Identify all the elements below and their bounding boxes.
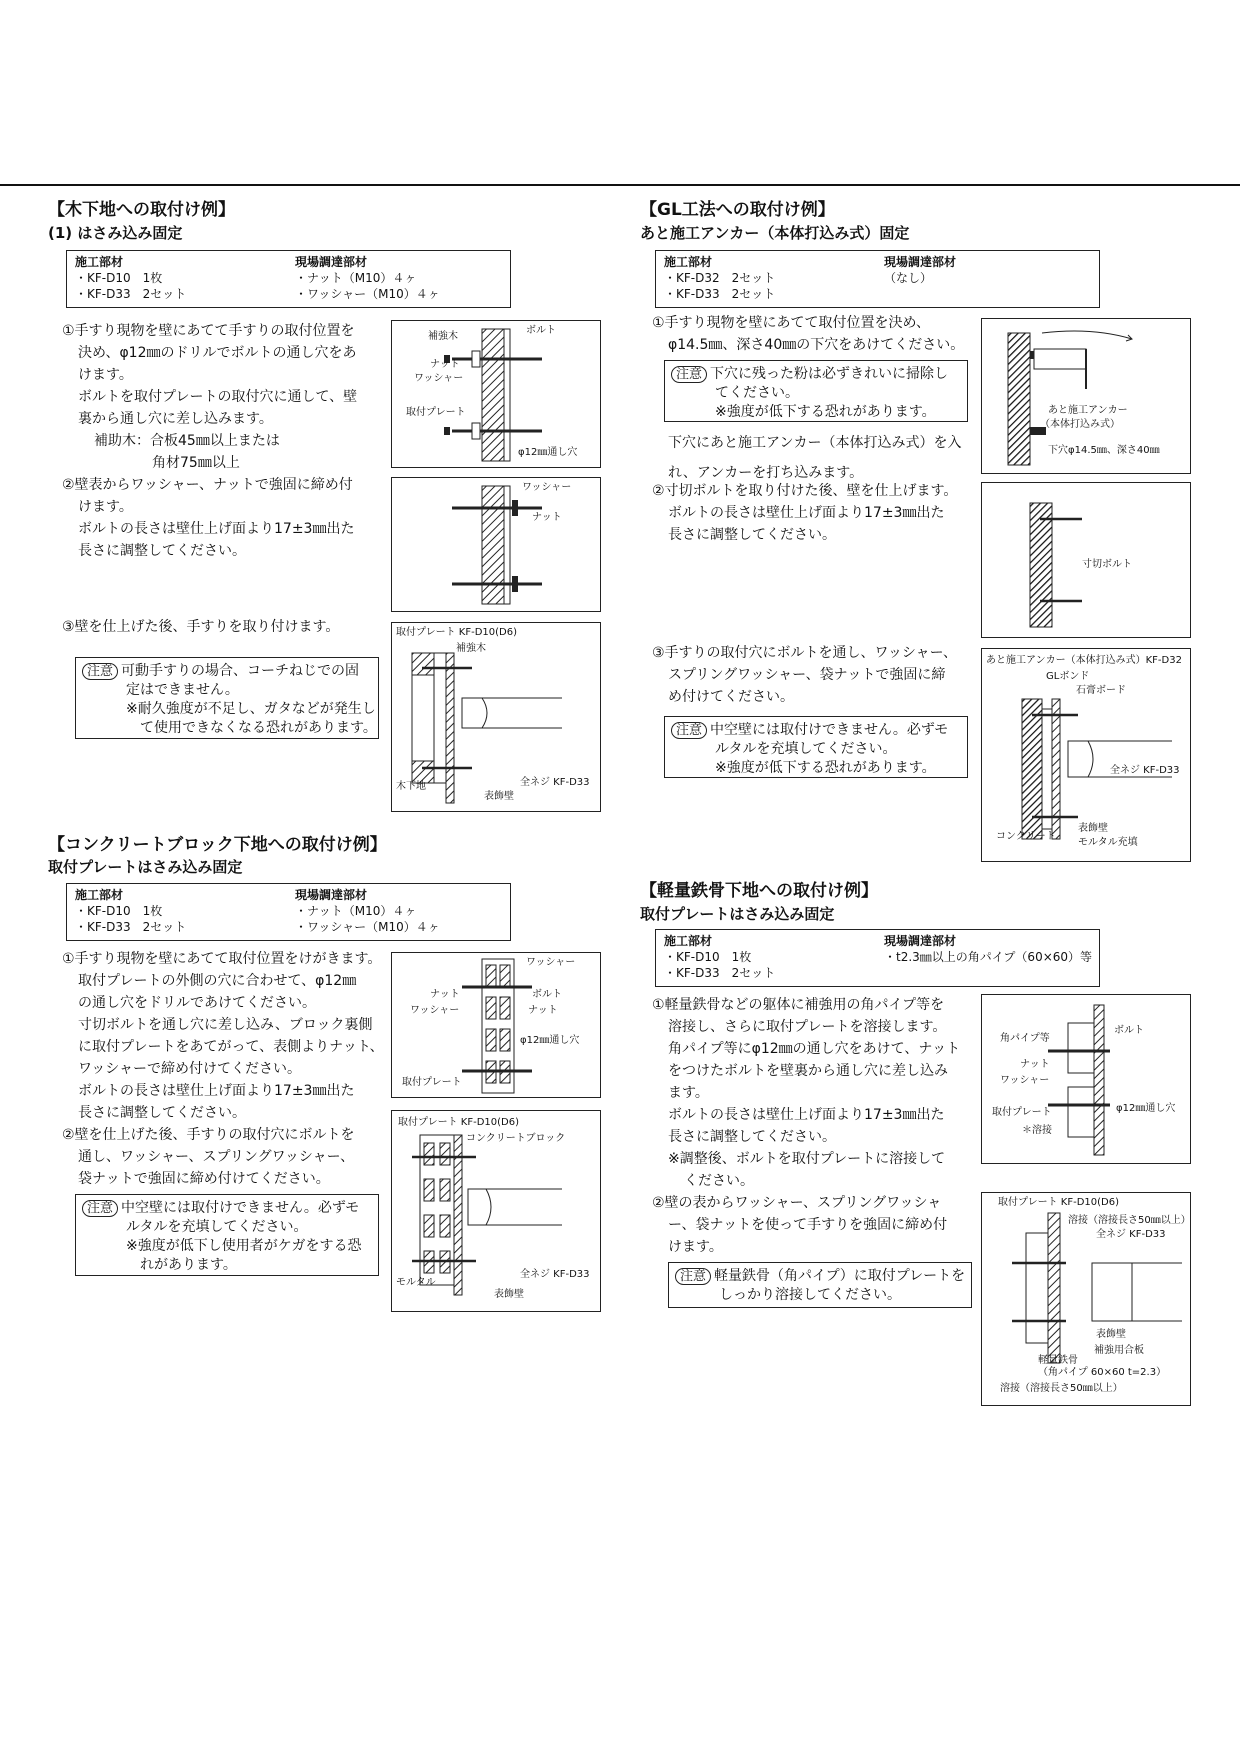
fig-label: ナット: [430, 989, 460, 1000]
fig-label: 寸切ボルト: [1082, 559, 1132, 570]
caution-badge: 注意: [675, 1268, 711, 1285]
fig-label: 表飾壁: [494, 1289, 524, 1300]
block-title: 【コンクリートブロック下地への取付け例】: [48, 835, 387, 855]
steel-step2: [652, 1192, 947, 1258]
block-subtitle: 取付プレートはさみ込み固定: [48, 858, 243, 876]
caution-badge: 注意: [82, 663, 118, 680]
fig-label: 全ネジ KF-D33: [1110, 765, 1180, 776]
fig-label: 角パイプ等: [1000, 1033, 1050, 1044]
parts-item: ・t2.3㎜以上の角パイプ（60×60）等: [884, 950, 1093, 964]
gl-step2: [652, 480, 957, 546]
steel-subtitle: 取付プレートはさみ込み固定: [640, 905, 835, 923]
fig-label: 取付プレート: [992, 1107, 1052, 1118]
note-line: 軽量鉄骨（角パイプ）に取付プレートを: [714, 1268, 966, 1284]
fig-label: （本体打込み式）: [1040, 419, 1120, 430]
step-line: 寸切ボルトを通し穴に差し込み、ブロック裏側: [78, 1017, 373, 1033]
note-line: 下穴に残った粉は必ずきれいに掃除し: [710, 366, 949, 382]
fig-label: あと施工アンカー: [1048, 405, 1128, 416]
wood-figure-2: [391, 477, 601, 612]
gl-title: 【GL工法への取付け例】: [640, 200, 835, 220]
step-line: 袋ナットで強固に締め付けてください。: [78, 1171, 330, 1187]
note-line: しっかり溶接してください。: [719, 1287, 901, 1303]
parts-head: 施工部材: [75, 888, 124, 902]
note-line: 定はできません。: [126, 682, 239, 698]
gl-step3: [652, 642, 957, 708]
gl-caution-note-2: [664, 716, 968, 778]
parts-item: ・KF-D10 1枚: [75, 271, 163, 285]
step-line: ③手すりの取付穴にボルトを通し、ワッシャー、: [652, 645, 958, 661]
fig-label: あと施工アンカー（本体打込み式）KF-D32: [986, 655, 1182, 666]
fig-label: 下穴φ14.5㎜、深さ40㎜: [1048, 445, 1160, 456]
fig-label: 取付プレート KF-D10(D6): [398, 1117, 519, 1128]
wood-title: 【木下地への取付け例】: [48, 200, 235, 220]
step-line: 角材75㎜以上: [152, 455, 240, 471]
parts-item: ・ワッシャー（M10）４ヶ: [295, 287, 440, 301]
gl-figure-3: [981, 648, 1191, 862]
note-line: ルタルを充填してください。: [715, 741, 897, 757]
fig-label: 溶接（溶接長さ50㎜以上）: [1068, 1215, 1191, 1226]
steel-figure-2: [981, 1192, 1191, 1406]
wood-figure-1: [391, 320, 601, 468]
fig-label: ボルト: [1114, 1025, 1144, 1036]
parts-item: ・KF-D10 1枚: [664, 950, 752, 964]
step-line: ください。: [684, 1173, 754, 1189]
wood-step1: [62, 320, 357, 474]
fig-label: モルタル: [396, 1277, 436, 1288]
step-line: けます。: [668, 1239, 723, 1255]
steel-caution-note: [668, 1262, 972, 1308]
parts-item: ・KF-D33 2セット: [75, 287, 187, 301]
note-line: てください。: [715, 385, 799, 401]
fig-label: GLボンド: [1046, 671, 1090, 682]
fig-label: ボルト: [532, 989, 562, 1000]
steel-title: 【軽量鉄骨下地への取付け例】: [640, 881, 878, 901]
note-line: 中空壁には取付けできません。必ずモ: [121, 1200, 360, 1216]
fig-label: 表飾壁: [1078, 823, 1108, 834]
note-line: 可動手すりの場合、コーチねじでの固: [121, 663, 360, 679]
fig-label: 木下地: [396, 781, 426, 792]
fig-label: 表飾壁: [484, 791, 514, 802]
step-line: 溶接し、さらに取付プレートを溶接します。: [668, 1019, 947, 1035]
step-line: ワッシャーで締め付けてください。: [78, 1061, 302, 1077]
block-caution-note: [75, 1194, 379, 1276]
fig-label: 全ネジ KF-D33: [520, 777, 590, 788]
step-line: 決め、φ12㎜のドリルでボルトの通し穴をあ: [78, 345, 357, 361]
gl-figure-1: [981, 318, 1191, 474]
step-line: ②壁を仕上げた後、手すりの取付穴にボルトを: [62, 1127, 355, 1143]
caution-badge: 注意: [671, 366, 707, 383]
note-line: て使用できなくなる恐れがあります。: [140, 720, 377, 736]
step-line: ボルトの長さは壁仕上げ面より17±3㎜出た: [668, 1107, 945, 1123]
gl-step1: [652, 312, 964, 356]
step-line: ※調整後、ボルトを取付プレートに溶接して: [668, 1151, 946, 1167]
gl-figure-2: [981, 482, 1191, 638]
wood-parts-table: [66, 250, 511, 308]
note-line: ※強度が低下する恐れがあります。: [715, 760, 936, 776]
step-line: 通し、ワッシャー、スプリングワッシャー、: [78, 1149, 355, 1165]
fig-label: ボルト: [526, 325, 556, 336]
parts-head: 施工部材: [664, 934, 713, 948]
step-line: ボルトの長さは壁仕上げ面より17±3㎜出た: [78, 1083, 355, 1099]
caution-badge: 注意: [82, 1200, 118, 1217]
parts-head: 施工部材: [75, 255, 124, 269]
step-line: ①手すり現物を壁にあてて取付位置を決め、: [652, 315, 930, 331]
step-line: 長さに調整してください。: [78, 543, 246, 559]
gl-subtitle: あと施工アンカー（本体打込み式）固定: [640, 224, 910, 242]
fig-label: 取付プレート KF-D10(D6): [998, 1197, 1119, 1208]
step-line: め付けてください。: [668, 689, 794, 705]
fig-label: ワッシャー: [1000, 1075, 1050, 1086]
step-line: ②壁表からワッシャー、ナットで強固に締め付: [62, 477, 353, 493]
step-line: 下穴にあと施工アンカー（本体打込み式）を入: [668, 435, 962, 451]
block-figure-2: [391, 1110, 601, 1312]
fig-label: 補強木: [456, 643, 486, 654]
step-line: ボルトを取付プレートの取付穴に通して、壁: [78, 389, 358, 405]
fig-label: 全ネジ KF-D33: [1096, 1229, 1166, 1240]
fig-label: φ12㎜通し穴: [1116, 1103, 1176, 1114]
step-line: ます。: [668, 1085, 709, 1101]
fig-label: ワッシャー: [522, 482, 572, 493]
fig-label: 石膏ボード: [1076, 685, 1126, 696]
parts-item: ・ナット（M10）４ヶ: [295, 271, 417, 285]
fig-label: φ12㎜通し穴: [520, 1035, 580, 1046]
step-line: ①手すり現物を壁にあてて手すりの取付位置を: [62, 323, 355, 339]
wood-diagram-2: [392, 478, 602, 613]
fig-label: 溶接（溶接長さ50㎜以上）: [1000, 1383, 1123, 1394]
wood-step2: [62, 474, 354, 562]
step-line: れ、アンカーを打ち込みます。: [668, 465, 864, 481]
parts-item: ・ワッシャー（M10）４ヶ: [295, 920, 440, 934]
step-line: スプリングワッシャー、袋ナットで強固に締: [668, 667, 946, 683]
steel-parts-table: [655, 929, 1100, 987]
step-line: ボルトの長さは壁仕上げ面より17±3㎜出た: [78, 521, 355, 537]
fig-label: 補強用合板: [1094, 1345, 1144, 1356]
parts-head: 施工部材: [664, 255, 713, 269]
wood-step3: ③壁を仕上げた後、手すりを取り付けます。: [62, 619, 340, 635]
step-line: 長さに調整してください。: [668, 527, 836, 543]
step-line: ②寸切ボルトを取り付けた後、壁を仕上げます。: [652, 483, 958, 499]
fig-label: ワッシャー: [526, 957, 576, 968]
parts-item: ・ナット（M10）４ヶ: [295, 904, 417, 918]
fig-label: 取付プレート: [402, 1077, 462, 1088]
block-step1: [62, 948, 384, 1124]
parts-item: ・KF-D32 2セット: [664, 271, 776, 285]
step-line: 取付プレートの外側の穴に合わせて、φ12㎜: [78, 973, 357, 989]
step-line: φ14.5㎜、深さ40㎜の下穴をあけてください。: [668, 337, 965, 353]
step-line: ボルトの長さは壁仕上げ面より17±3㎜出た: [668, 505, 945, 521]
gl-step1b: [668, 428, 961, 488]
fig-label: モルタル充填: [1078, 837, 1138, 848]
parts-item: ・KF-D33 2セット: [75, 920, 187, 934]
block-parts-table: [66, 883, 511, 941]
step-line: ②壁の表からワッシャー、スプリングワッシャ: [652, 1195, 942, 1211]
wood-figure-3: [391, 622, 601, 812]
fig-label: ワッシャー: [410, 1005, 460, 1016]
fig-label: ナット: [1020, 1059, 1050, 1070]
note-line: ※強度が低下する恐れがあります。: [715, 404, 936, 420]
parts-head: 現場調達部材: [884, 255, 957, 269]
parts-item: （なし）: [884, 271, 933, 285]
fig-label: 表飾壁: [1096, 1329, 1126, 1340]
fig-label: ＊溶接: [1022, 1125, 1052, 1136]
fig-label: φ12㎜通し穴: [518, 447, 578, 458]
fig-label: ナット: [528, 1005, 558, 1016]
fig-label: コンクリートブロック: [466, 1133, 566, 1144]
step-line: けます。: [78, 499, 133, 515]
steel-step1: [652, 994, 960, 1192]
parts-head: 現場調達部材: [295, 888, 368, 902]
step-line: に取付プレートをあてがって、表側よりナット、: [78, 1039, 384, 1055]
step-line: けます。: [78, 367, 133, 383]
fig-label: コンクリート: [996, 831, 1056, 842]
step-line: 裏から通し穴に差し込みます。: [78, 411, 273, 427]
step-line: 長さに調整してください。: [668, 1129, 836, 1145]
caution-badge: 注意: [671, 722, 707, 739]
parts-item: ・KF-D33 2セット: [664, 966, 776, 980]
parts-item: ・KF-D10 1枚: [75, 904, 163, 918]
gl-caution-note-1: [664, 360, 968, 422]
block-figure-1: [391, 952, 601, 1098]
step-line: ①軽量鉄骨などの躯体に補強用の角パイプ等を: [652, 997, 945, 1013]
fig-label: ワッシャー: [414, 373, 464, 384]
fig-label: 取付プレート: [406, 407, 466, 418]
top-rule: [0, 184, 1240, 186]
note-line: 中空壁には取付けできません。必ずモ: [710, 722, 949, 738]
block-step2: [62, 1124, 355, 1190]
note-line: ※強度が低下し使用者がケガをする恐: [126, 1238, 362, 1254]
fig-label: ナット: [430, 359, 460, 370]
gl-parts-table: [655, 250, 1100, 308]
note-line: ルタルを充填してください。: [126, 1219, 308, 1235]
step-line: の通し穴をドリルであけてください。: [78, 995, 316, 1011]
step-line: 長さに調整してください。: [78, 1105, 246, 1121]
fig-label: ナット: [532, 512, 562, 523]
parts-head: 現場調達部材: [884, 934, 957, 948]
fig-label: （角パイプ 60×60 t=2.3）: [1038, 1367, 1167, 1378]
note-line: れがあります。: [140, 1257, 237, 1273]
parts-item: ・KF-D33 2セット: [664, 287, 776, 301]
wood-subtitle: (1) はさみ込み固定: [48, 224, 183, 242]
fig-label: 補強木: [428, 331, 458, 342]
step-line: ー、袋ナットを使って手すりを強固に締め付: [668, 1217, 948, 1233]
fig-label: 軽量鉄骨: [1038, 1355, 1078, 1366]
parts-head: 現場調達部材: [295, 255, 368, 269]
fig-label: 全ネジ KF-D33: [520, 1269, 590, 1280]
step-line: 補助木：合板45㎜以上または: [94, 433, 280, 449]
step-line: 角パイプ等にφ12㎜の通し穴をあけて、ナット: [668, 1041, 961, 1057]
fig-label: 取付プレート KF-D10(D6): [396, 627, 517, 638]
steel-figure-1: [981, 994, 1191, 1164]
step-line: ①手すり現物を壁にあてて取付位置をけがきます。: [62, 951, 382, 967]
wood-caution-note: [75, 657, 379, 739]
note-line: ※耐久強度が不足し、ガタなどが発生し: [126, 701, 376, 717]
step-line: をつけたボルトを壁裏から通し穴に差し込み: [668, 1063, 948, 1079]
